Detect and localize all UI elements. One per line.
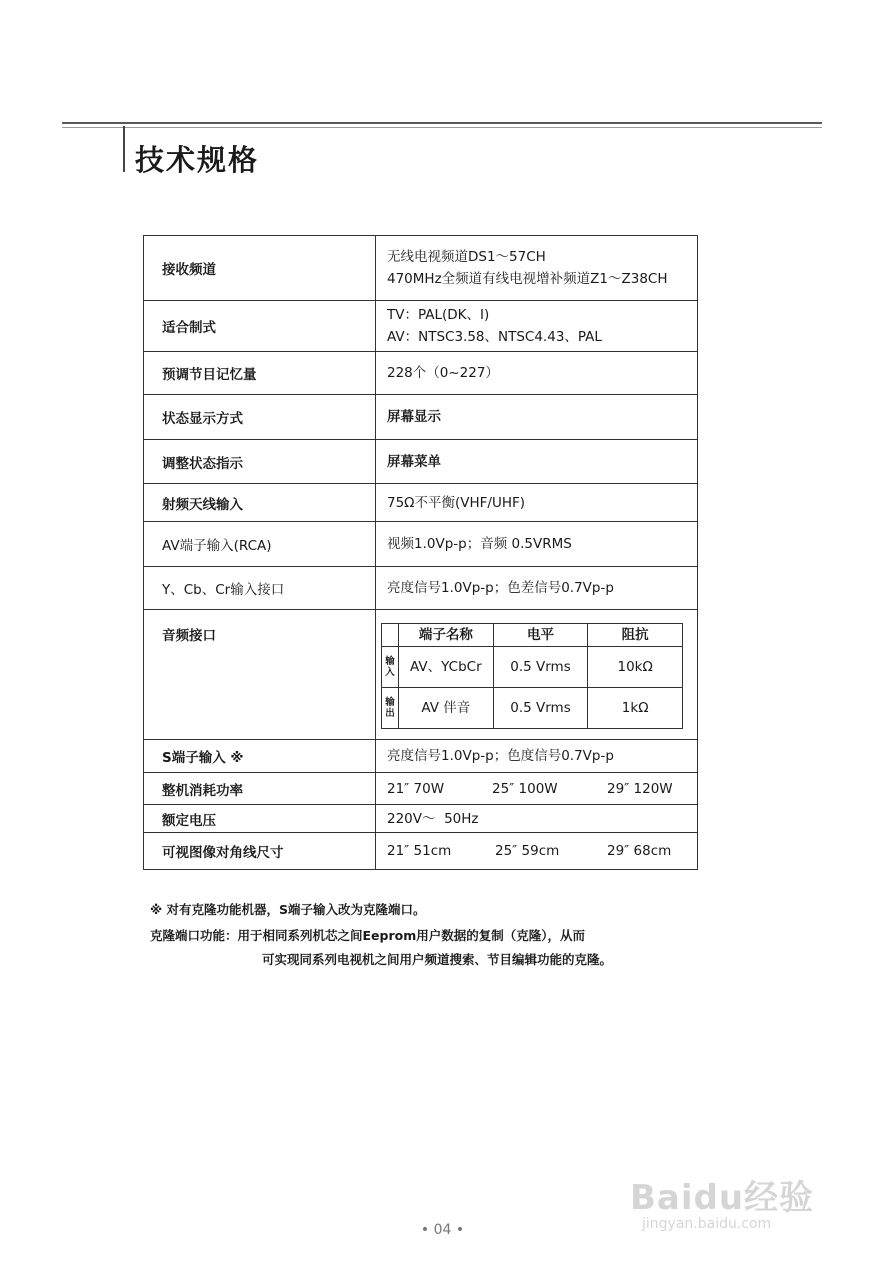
row-value: 220V～ 50Hz: [376, 805, 698, 833]
row-label: 可视图像对角线尺寸: [144, 833, 376, 870]
table-row: [144, 773, 698, 805]
row-label: 预调节目记忆量: [144, 352, 376, 395]
row-label: S端子输入 ※: [144, 740, 376, 773]
sub-header-impedance: 阻抗: [588, 623, 683, 646]
row-label: 音频接口: [144, 610, 376, 740]
audio-interface-table: [381, 623, 683, 729]
table-row: [144, 352, 698, 395]
table-row: [144, 833, 698, 870]
row-label: 射频天线输入: [144, 484, 376, 522]
table-row: [144, 395, 698, 440]
io-label: 输 入: [382, 646, 399, 687]
row-value: 228个（0~227）: [376, 352, 698, 395]
sub-cell-level: 0.5 Vrms: [493, 687, 588, 728]
page-title: 技术规格: [135, 143, 260, 177]
table-row: [144, 236, 698, 301]
table-row: [144, 484, 698, 522]
sub-header-level: 电平: [493, 623, 588, 646]
note-s-terminal: ※ 对有克隆功能机器，S端子输入改为克隆端口。: [150, 902, 426, 917]
row-value: 屏幕菜单: [376, 440, 698, 484]
row-label: Y、Cb、Cr输入接口: [144, 567, 376, 610]
row-value: 屏幕显示: [376, 395, 698, 440]
title-bar: [123, 126, 125, 172]
row-value: 视频1.0Vp-p；音频 0.5VRMS: [376, 522, 698, 567]
table-row: [144, 610, 698, 740]
sub-cell-impedance: 1kΩ: [588, 687, 683, 728]
table-row: [144, 740, 698, 773]
note-clone-line1: 克隆端口功能：用于相同系列机芯之间Eeprom用户数据的复制（克隆），从而: [150, 928, 585, 943]
sub-cell-name: AV 伴音: [399, 687, 494, 728]
table-row: [144, 440, 698, 484]
note-clone-line2: 可实现同系列电视机之间用户频道搜索、节目编辑功能的克隆。: [262, 952, 613, 967]
row-value: 亮度信号1.0Vp-p；色度信号0.7Vp-p: [376, 740, 698, 773]
row-label: 调整状态指示: [144, 440, 376, 484]
row-label: 状态显示方式: [144, 395, 376, 440]
row-value: 亮度信号1.0Vp-p；色差信号0.7Vp-p: [376, 567, 698, 610]
table-row: [144, 567, 698, 610]
table-row: [144, 805, 698, 833]
io-label: 输 出: [382, 687, 399, 728]
table-row: [144, 301, 698, 352]
header-rule-thin: [62, 127, 822, 128]
row-value: 无线电视频道DS1～57CH 470MHz全频道有线电视增补频道Z1～Z38CH: [376, 236, 698, 301]
row-label: AV端子输入(RCA): [144, 522, 376, 567]
row-label: 适合制式: [144, 301, 376, 352]
row-value: 75Ω不平衡(VHF/UHF): [376, 484, 698, 522]
row-value: [376, 610, 698, 740]
sub-table-header: [382, 623, 683, 646]
spec-table: [143, 235, 698, 870]
sub-table-row: [382, 646, 683, 687]
row-value: 21″ 51cm 25″ 59cm 29″ 68cm: [376, 833, 698, 870]
sub-cell-impedance: 10kΩ: [588, 646, 683, 687]
sub-cell-level: 0.5 Vrms: [493, 646, 588, 687]
sub-header-name: 端子名称: [399, 623, 494, 646]
sub-cell-name: AV、YCbCr: [399, 646, 494, 687]
watermark-brand: Baidu经验: [630, 1178, 815, 1218]
table-row: [144, 522, 698, 567]
page-number: • 04 •: [420, 1222, 465, 1238]
watermark-url: jingyan.baidu.com: [642, 1216, 772, 1232]
row-value: TV：PAL(DK、I) AV：NTSC3.58、NTSC4.43、PAL: [376, 301, 698, 352]
row-label: 额定电压: [144, 805, 376, 833]
row-label: 整机消耗功率: [144, 773, 376, 805]
sub-table-row: [382, 687, 683, 728]
header-rule: [62, 122, 822, 124]
row-value: 21″ 70W 25″ 100W 29″ 120W: [376, 773, 698, 805]
row-label: 接收频道: [144, 236, 376, 301]
